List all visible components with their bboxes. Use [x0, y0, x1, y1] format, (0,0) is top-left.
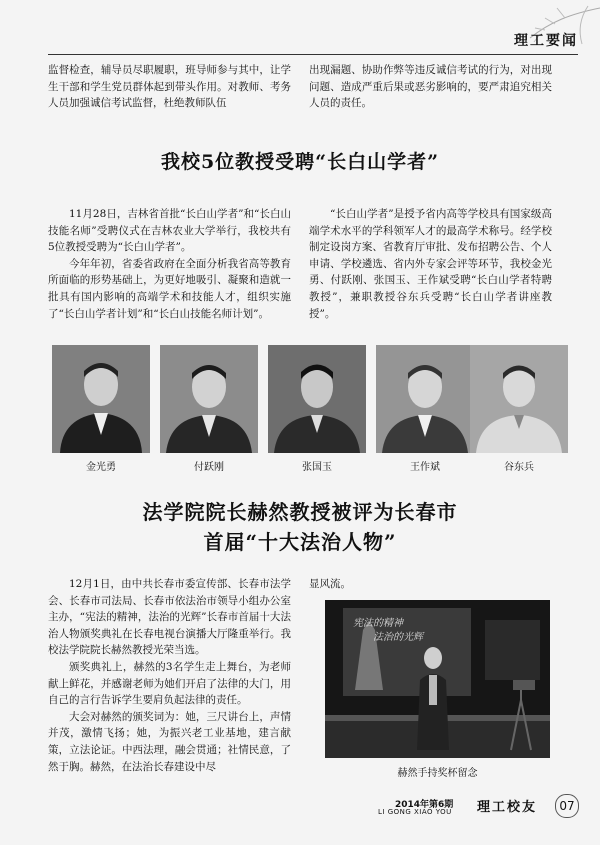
issue-label: 2014年第6期 [395, 800, 454, 810]
article2-title [0, 497, 600, 557]
award-photo-caption: 赫然手持奖杯留念 [397, 768, 478, 779]
portrait-photo [268, 345, 366, 453]
article1-paragraph: 11月28日，吉林省首批“长白山学者”和“长白山技能名师”受聘仪式在吉林农业大学举行，我校共有5位教授受聘为“长白山学者”。 [48, 208, 291, 254]
header-rule [48, 54, 578, 55]
page-number: 07 [555, 794, 579, 818]
magazine-name: 理工校友 [477, 800, 538, 815]
portrait-photo [160, 345, 258, 453]
portrait-photo [470, 345, 568, 453]
section-tag: 理工要闻 [514, 33, 578, 49]
portrait-caption: 王作斌 [410, 462, 440, 473]
article2-title-line2: 首届“十大法治人物” [203, 530, 397, 554]
portrait-caption: 谷东兵 [504, 462, 534, 473]
article2-paragraph: 12月1日，由中共长春市委宣传部、长春市法学会、长春市司法局、长春市依法治市领导小组办公室主办，“宪法的精神，法治的光辉”长春市首届十大法治人物颁奖典礼在长春电视台演播大厅隆重举行。我校法学院院长赫然教授光荣当选。 [48, 578, 291, 657]
article2-paragraph: 显风流。 [309, 578, 351, 590]
screen-text-2: 法治的光辉 [373, 632, 423, 643]
article2-left-column [48, 576, 291, 775]
article1-left-column [48, 206, 291, 322]
article2-right-column [309, 576, 552, 593]
screen-text-1: 宪法的精神 [353, 618, 403, 629]
article1-paragraph: 今年年初，省委省政府在全面分析我省高等教育所面临的形势基础上，为更好地吸引、凝聚和造就一批具有国内影响的高端学术和技能人才，组织实施了“长白山学者计划”和“长白山技能名师计划”。 [48, 257, 291, 320]
top-left-column [48, 62, 291, 112]
portrait-photo [376, 345, 474, 453]
magazine-english-name: LI GONG XIAO YOU [378, 808, 452, 816]
article2-paragraph: 大会对赫然的颁奖词为：她，三尺讲台上，声情并茂，激情飞扬；她，为振兴老工业基地，建言献策，立法论证。中西法理，融会贯通；社情民意，了然于胸。赫然，在法治长春建设中尽 [48, 710, 291, 773]
continuation-text-left: 监督检查，辅导员尽职履职，班导师参与其中，让学生干部和学生党员群体起到带头作用。对教师、考务人员加强诚信考试监督，杜绝教师队伍 [48, 64, 291, 110]
article1-right-column [309, 206, 552, 322]
article2-title-line1: 法学院院长赫然教授被评为长春市 [142, 500, 458, 524]
article1-paragraph: “长白山学者”是授予省内高等学校具有国家级高端学术水平的学科领军人才的最高学术称号。经学校制定设岗方案、省教育厅审批、发布招聘公告、个人申请、学校遴选、省内外专家会评等环节，我校金光勇、付跃刚、张国玉、王作斌受聘“长白山学者特聘教授”，兼职教授谷东兵受聘“长白山学者讲座教授”。 [309, 208, 552, 320]
portrait-caption: 张国玉 [302, 462, 332, 473]
portrait-photo [52, 345, 150, 453]
article1-title: 我校5位教授受聘“长白山学者” [160, 151, 440, 173]
award-photo [325, 600, 550, 758]
top-right-column [309, 62, 552, 112]
portrait-caption: 付跃刚 [194, 462, 224, 473]
article2-paragraph: 颁奖典礼上，赫然的3名学生走上舞台，为老师献上鲜花，并感谢老师为她们开启了法律的大门，用自己的言行告诉学生要肩负起法律的责任。 [48, 660, 291, 707]
portrait-caption: 金光勇 [86, 462, 116, 473]
continuation-text-right: 出现漏题、协助作弊等违反诚信考试的行为，对出现问题、造成严重后果或恶劣影响的，要严肃追究相关人员的责任。 [309, 64, 552, 110]
